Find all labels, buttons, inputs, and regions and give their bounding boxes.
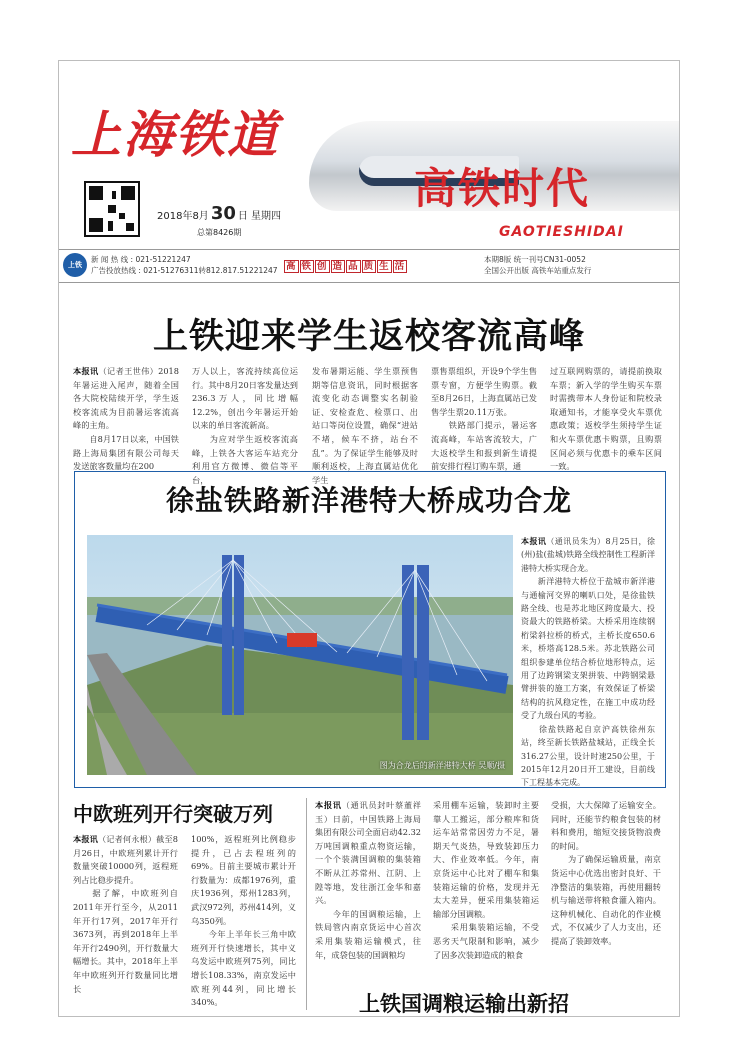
edition-title: 高铁时代 <box>414 164 591 213</box>
qr-code-icon <box>84 181 140 237</box>
article1-column-5: 过互联网购票的，请提前换取车票；新入学的学生购买车票时需携带本人身份证和院校录取通知书，才能享受火车票优惠政策；返校学生须持学生证和火车票优惠卡购票，且购票区间必须与优惠卡的乘车区间一致。 <box>550 366 662 472</box>
column-divider <box>306 798 307 1010</box>
newspaper-logo: 上海铁道 <box>71 105 279 164</box>
info-bar <box>59 249 679 283</box>
article2-body: 本报讯（通讯员朱为）8月25日，徐(州)盐(盐城)铁路全线控制性工程新洋港特大桥实现合龙。 新洋港特大桥位于盐城市新洋港与通榆河交界的喇叭口处，是徐盐铁路全线、也是苏北地区跨度最大、投资最大的铁路桥梁。大桥采用连续钢桁梁斜拉桥的桥式，主桥长度650.6米，桥塔高128.5米。苏北铁路公司组织参建单位结合桥位地形特点，运用了边跨钢梁支架拼装、中跨钢梁悬臂拼装的施工方案，有效保证了桥梁结构的抗风稳定性，在施工中成功经受了九级台风的考验。 徐盐铁路起自京沪高铁徐州东站，终至新长铁路盐城站，正线全长316.27公里，设计时速250公里，于2015年12月20日开工建设，目前线下工程基本完成。 <box>521 536 655 788</box>
issue-number: 总第8426期 <box>197 228 242 237</box>
article1-column-1: 本报讯（记者王世伟）2018年暑运进入尾声，随着全国各大院校陆续开学，学生返校客流成为目前暑运客流高峰的主角。 自8月17日以来，中国铁路上海局集团有限公司每天发送旅客数量均在200 <box>73 366 179 472</box>
railway-badge-icon: 上铁 <box>63 253 87 277</box>
headline-grain-transport: 上铁国调粮运输出新招 <box>359 992 569 1016</box>
bridge-photo <box>87 535 513 775</box>
article4-column-1: 本报讯（通讯员封叶蔡董祥玉）日前，中国铁路上海局集团有限公司全面启动42.32万吨国调粮重点物资运输，一个个装满国调粮的集装箱不断从江苏常州、江阴、上隍等地，发往浙江金华和嘉兴。 今年的国调粮运输，上铁局管内南京货运中心首次采用集装箱运输模式，往年，成袋包装的国调粮均 <box>315 800 421 960</box>
edition-pinyin: GAOTIESHIDAI <box>499 224 624 240</box>
headline-china-europe-trains: 中欧班列开行突破万列 <box>73 802 273 826</box>
headline-bridge-closure: 徐盐铁路新洋港特大桥成功合龙 <box>165 484 572 517</box>
issue-date: 2018年8月 30 日 星期四 <box>157 203 282 224</box>
publication-info: 本期8版 统一刊号CN31-0052 全国公开出版 高铁车站重点发行 <box>484 255 592 275</box>
article3-column-2: 100%，返程班列比例稳步提升，已占去程班列的69%。目前主要城市累计开行数量为：成都1976列，重庆1936列，郑州1283列，武汉972列，苏州414列，义乌350列。 今年上半年长三角中欧班列开行快速增长，其中义乌发运中欧班列75列，同比增长108.33%，南京发运中欧班列44列，同比增长340%。 <box>191 834 296 1008</box>
headline-student-return: 上铁迎来学生返校客流高峰 <box>152 317 585 357</box>
article1-column-3: 发布暑期运能、学生票预售期等信息资讯，同时根据客流变化动态调整实名制验证、安检查危、检票口、出站口等岗位设置，确保“进站不堵，候车不挤，站台不乱”。为了保证学生能够及时顺利返校，上海直属站优化学生 <box>312 366 418 485</box>
article4-column-3: 受损，大大保障了运输安全。同时，还能节约粮食包装的材料和费用，缩短交接货物浪费的时间。 为了确保运输质量，南京货运中心优选出密封良好、干净整洁的集装箱，再使用翻转机与输送带将粮食灌入箱内。这种机械化、自动化的作业模式，不仅减少了人力支出，还提高了装卸效率。 <box>551 800 661 946</box>
article1-column-2: 万人以上，客流持续高位运行。其中8月20日客发量达到236.3万人，同比增幅12.2%，创出今年暑运开始以来的单日客流新高。 为应对学生返校客流高峰，上铁各大客运车站充分利用官方微博、微信等平台， <box>192 366 298 485</box>
slogan: 高 铁 创 造 品 质 生 活 <box>286 261 406 272</box>
article3-column-1: 本报讯（记者何永根）截至8月26日，中欧班列累计开行数量突破10000列，返程班列占比稳步提升。 据了解，中欧班列自2011年开行至今，从2011年开行17列，2017年开行3673列，再到2018年上半年开行2490列，开行数量大幅增长。其中，2018年上半年中欧班列开行数量同比增长 <box>73 834 178 994</box>
article4-column-2: 采用棚车运输，装卸时主要靠人工搬运，部分粮库和货运车站常常因劳力不足，暑期天气炎热，导致装卸压力大、作业效率低。今年，南京货运中心比对了棚车和集装箱运输的价格，发现并无太大差异，便采用集装箱运输部分国调粮。 采用集装箱运输，不受恶劣天气限制和影响，减少了因多次装卸造成的粮食 <box>433 800 539 960</box>
bridge-photo-illustration <box>87 535 513 775</box>
hotline-text: 新 闻 热 线 : 021-51221247 广告投放热线 : 021-51276311转812.817.51221247 <box>91 255 278 275</box>
photo-caption: 图为合龙后的新洋港特大桥 吴顺/摄 <box>379 761 505 770</box>
article1-column-4: 票售票组织，开设9个学生售票专窗，方便学生购票。截至8月26日，上海直属站已发售学生票20.11万张。 铁路部门提示，暑运客流高峰，车站客流较大，广大返校学生和报到新生请提前安排行程订购车票，通 <box>431 366 537 472</box>
newspaper-page <box>58 60 680 1017</box>
